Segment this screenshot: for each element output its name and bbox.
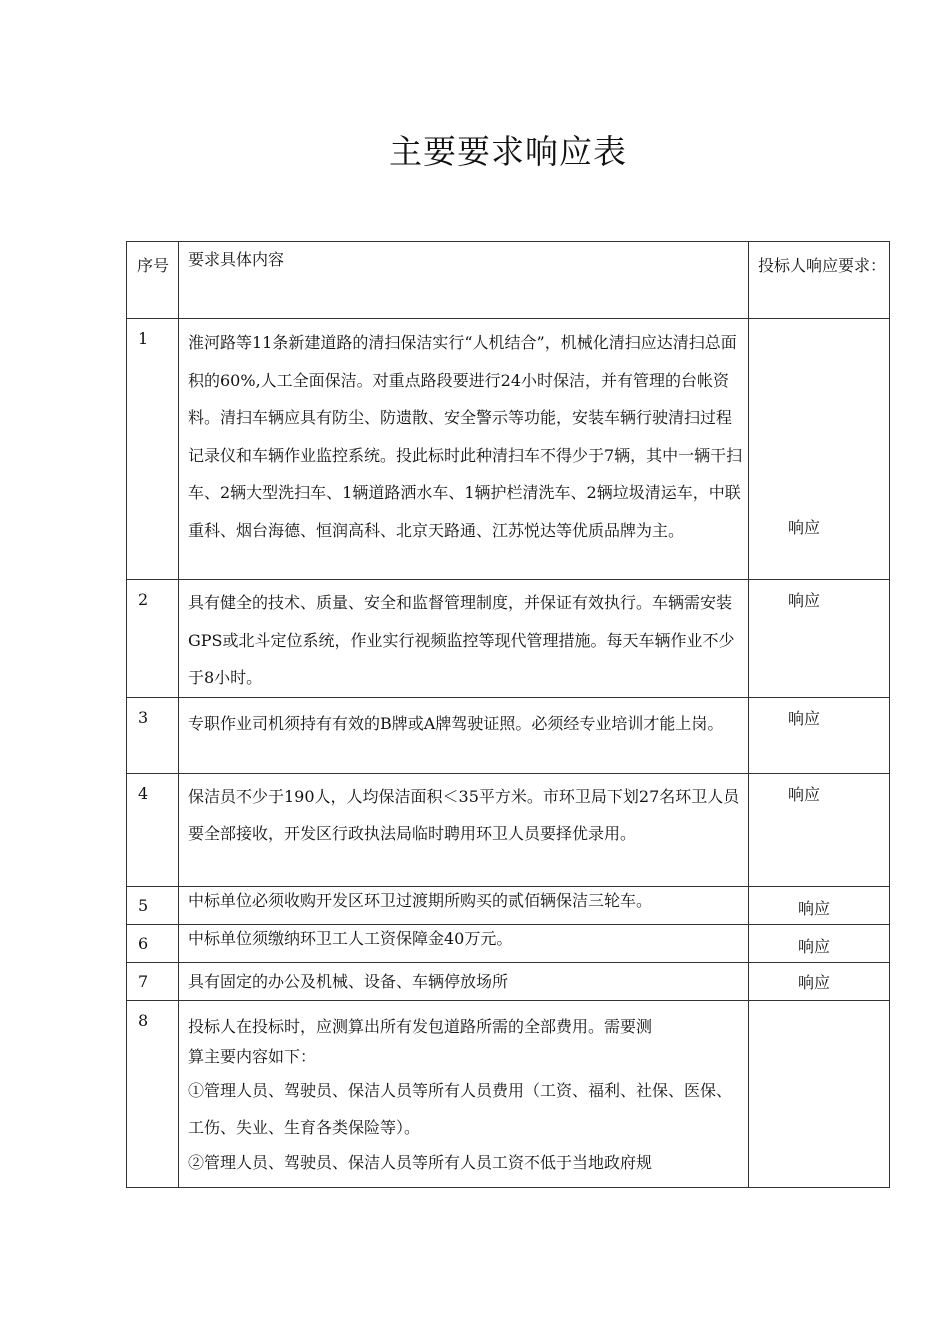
row-content: 具有健全的技术、质量、安全和监督管理制度，并保证有效执行。车辆需安装GPS或北斗定位系统，作业实行视频监控等现代管理措施。每天车辆作业不少于8小时。 <box>179 580 749 698</box>
row-content: 中标单位须缴纳环卫工人工资保障金40万元。 <box>179 924 749 962</box>
content-line: 投标人在投标时，应测算出所有发包道路所需的全部费用。需要测 <box>188 1016 653 1036</box>
row-content: 中标单位必须收购开发区环卫过渡期所购买的贰佰辆保洁三轮车。 <box>179 886 749 924</box>
row-response-text: 响应 <box>797 972 830 992</box>
row-response <box>749 580 890 698</box>
table-row <box>127 580 890 698</box>
row-response <box>749 886 890 924</box>
row-content <box>179 1000 749 1187</box>
table-row <box>127 773 890 886</box>
row-seq: 7 <box>127 962 179 1000</box>
table-row <box>127 962 890 1000</box>
row-response <box>749 773 890 886</box>
row-response-text: 响应 <box>787 708 820 728</box>
row-response <box>749 319 890 580</box>
content-line: ②管理人员、驾驶员、保洁人员等所有人员工资不低于当地政府规 <box>188 1152 653 1172</box>
row-response <box>749 962 890 1000</box>
row-seq: 6 <box>127 924 179 962</box>
row-seq: 5 <box>127 886 179 924</box>
header-content: 要求具体内容 <box>179 242 749 319</box>
row-response-text: 响应 <box>797 936 830 956</box>
row-response-text: 响应 <box>787 591 820 610</box>
requirements-table <box>126 241 890 1188</box>
row-response-text: 响应 <box>787 518 820 537</box>
row-content: 具有固定的办公及机械、设备、车辆停放场所 <box>179 962 749 1000</box>
content-line: ①管理人员、驾驶员、保洁人员等所有人员费用（工资、福利、社保、医保、工伤、失业、生育各类保险等）。 <box>188 1080 733 1137</box>
row-seq: 4 <box>127 773 179 886</box>
table-row <box>127 1000 890 1187</box>
row-content: 专职作业司机须持有有效的B牌或A牌驾驶证照。必须经专业培训才能上岗。 <box>179 697 749 773</box>
table-row <box>127 924 890 962</box>
row-seq: 8 <box>127 1000 179 1187</box>
table-header-row <box>127 242 890 319</box>
row-response <box>749 697 890 773</box>
table-row <box>127 319 890 580</box>
content-line: 算主要内容如下： <box>188 1046 317 1066</box>
header-response: 投标人响应要求： <box>749 242 890 319</box>
row-content: 淮河路等11条新建道路的清扫保洁实行“人机结合”，机械化清扫应达清扫总面积的60%,人工全面保洁。对重点路段要进行24小时保洁，并有管理的台帐资料。清扫车辆应具有防尘、防遗散、安全警示等功能，安装车辆行驶清扫过程记录仪和车辆作业监控系统。投此标时此种清扫车不得少于7辆，其中一辆干扫车、2辆大型洗扫车、1辆道路洒水车、1辆护栏清洗车、2辆垃圾清运车，中联重科、烟台海德、恒润高科、北京天路通、江苏悦达等优质品牌为主。 <box>179 319 749 580</box>
row-response <box>749 1000 890 1187</box>
row-content: 保洁员不少于190人，人均保洁面积＜35平方米。市环卫局下划27名环卫人员要全部接收，开发区行政执法局临时聘用环卫人员要择优录用。 <box>179 773 749 886</box>
row-response-text: 响应 <box>797 898 830 918</box>
header-seq: 序号 <box>127 242 179 319</box>
page-title: 主要要求响应表 <box>389 132 627 171</box>
row-seq: 2 <box>127 580 179 698</box>
row-seq: 1 <box>127 319 179 580</box>
row-response-text: 响应 <box>787 784 820 804</box>
table-row <box>127 697 890 773</box>
row-seq: 3 <box>127 697 179 773</box>
table-row <box>127 886 890 924</box>
row-response <box>749 924 890 962</box>
